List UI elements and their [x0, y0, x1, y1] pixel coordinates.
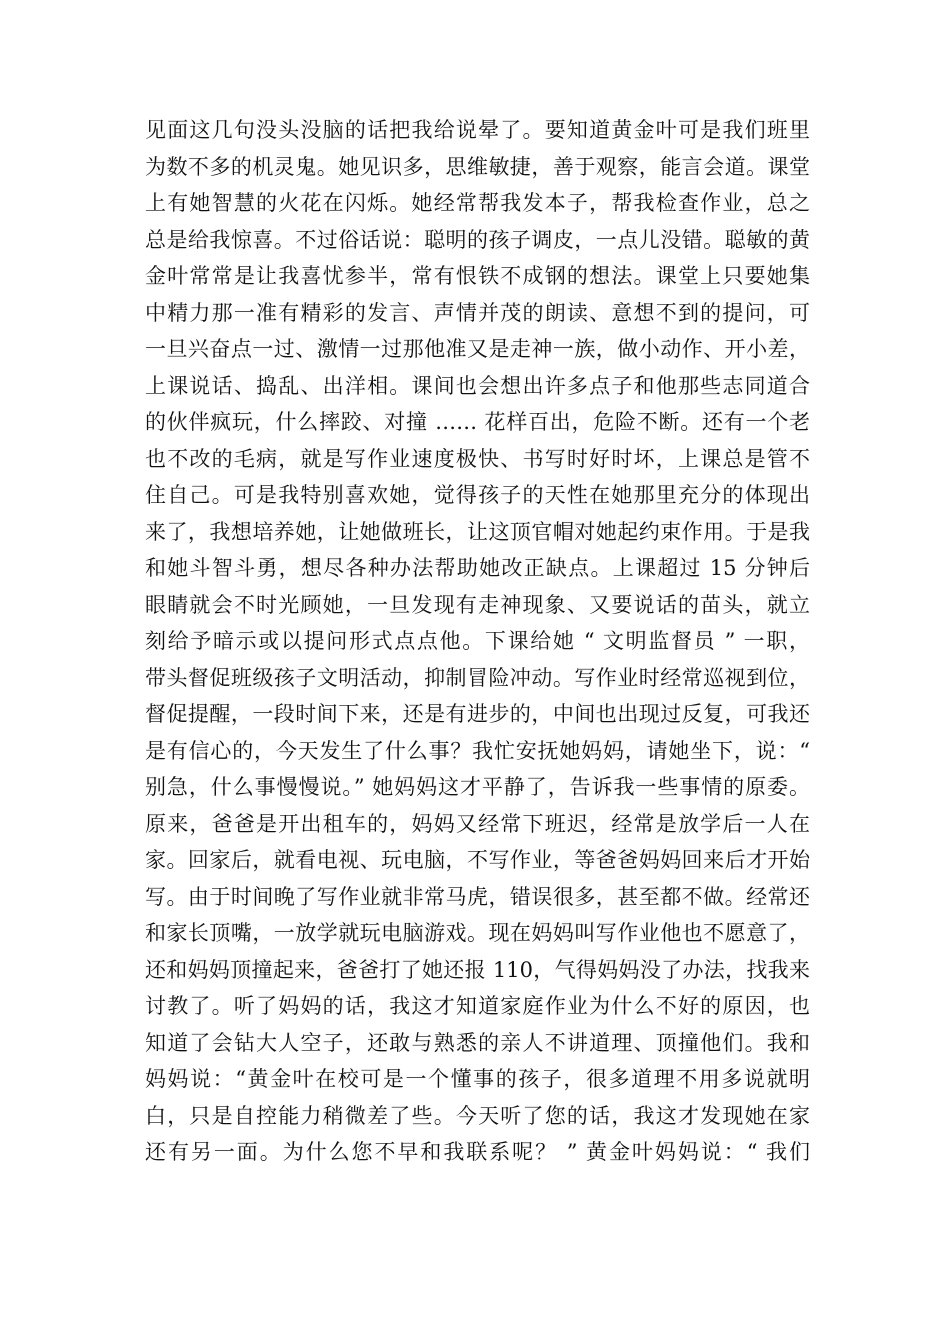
text-line: 还和妈妈顶撞起来，爸爸打了她还报 110，气得妈妈没了办法，找我来	[145, 957, 810, 982]
text-line: 是有信心的，今天发生了什么事？我忙安抚她妈妈，请她坐下，说：“	[145, 738, 810, 763]
text-line: 住自己。可是我特别喜欢她，觉得孩子的天性在她那里充分的体现出	[145, 483, 810, 507]
text-line: 知道了会钻大人空子，还敢与熟悉的亲人不讲道理、顶撞他们。我和	[145, 1030, 810, 1055]
text-line: 见面这几句没头没脑的话把我给说晕了。要知道黄金叶可是我们班里	[145, 118, 810, 142]
text-line: 带头督促班级孩子文明活动，抑制冒险冲动。写作业时经常巡视到位，	[145, 665, 810, 690]
text-line: 总是给我惊喜。不过俗话说：聪明的孩子调皮，一点儿没错。聪敏的黄	[145, 227, 810, 252]
text-line: 白，只是自控能力稍微差了些。今天听了您的话，我这才发现她在家	[145, 1103, 810, 1128]
text-line: 上有她智慧的火花在闪烁。她经常帮我发本子，帮我检查作业，总之	[145, 191, 810, 215]
text-line: 家。回家后，就看电视、玩电脑，不写作业，等爸爸妈妈回来后才开始	[145, 848, 810, 872]
text-line: 妈妈说：“黄金叶在校可是一个懂事的孩子，很多道理不用多说就明	[145, 1067, 810, 1091]
text-line: 讨教了。听了妈妈的话，我这才知道家庭作业为什么不好的原因，也	[145, 994, 810, 1018]
text-line: 来了，我想培养她，让她做班长，让这顶官帽对她起约束作用。于是我	[145, 519, 810, 544]
text-line: 还有另一面。为什么您不早和我联系呢？ ” 黄金叶妈妈说：“ 我们	[145, 1140, 810, 1164]
text-line: 刻给予暗示或以提问形式点点他。下课给她 “ 文明监督员 ” 一职，	[145, 629, 810, 653]
text-line: 和她斗智斗勇，想尽各种办法帮助她改正缺点。上课超过 15 分钟后	[145, 556, 810, 580]
text-line: 眼睛就会不时光顾她，一旦发现有走神现象、又要说话的苗头，就立	[145, 592, 810, 617]
text-line: 写。由于时间晚了写作业就非常马虎，错误很多，甚至都不做。经常还	[145, 884, 810, 909]
text-line: 为数不多的机灵鬼。她见识多，思维敏捷，善于观察，能言会道。课堂	[145, 154, 810, 179]
text-line: 金叶常常是让我喜忧参半，常有恨铁不成钢的想法。课堂上只要她集	[145, 264, 810, 288]
text-line: 的伙伴疯玩，什么摔跤、对撞 …… 花样百出，危险不断。还有一个老	[145, 410, 810, 434]
text-line: 中精力那一准有精彩的发言、声情并茂的朗读、意想不到的提问，可	[145, 300, 810, 325]
text-line: 原来，爸爸是开出租车的，妈妈又经常下班迟，经常是放学后一人在	[145, 811, 810, 836]
text-line: 上课说话、捣乱、出洋相。课间也会想出许多点子和他那些志同道合	[145, 373, 810, 398]
text-line: 别急，什么事慢慢说。” 她妈妈这才平静了，告诉我一些事情的原委。	[145, 775, 810, 799]
text-line: 和家长顶嘴，一放学就玩电脑游戏。现在妈妈叫写作业他也不愿意了，	[145, 921, 810, 945]
text-line: 一旦兴奋点一过、激情一过那他准又是走神一族，做小动作、开小差，	[145, 337, 810, 361]
text-line: 督促提醒，一段时间下来，还是有进步的，中间也出现过反复，可我还	[145, 702, 810, 726]
text-line: 也不改的毛病，就是写作业速度极快、书写时好时坏，上课总是管不	[145, 446, 810, 471]
body-text	[145, 112, 810, 1171]
